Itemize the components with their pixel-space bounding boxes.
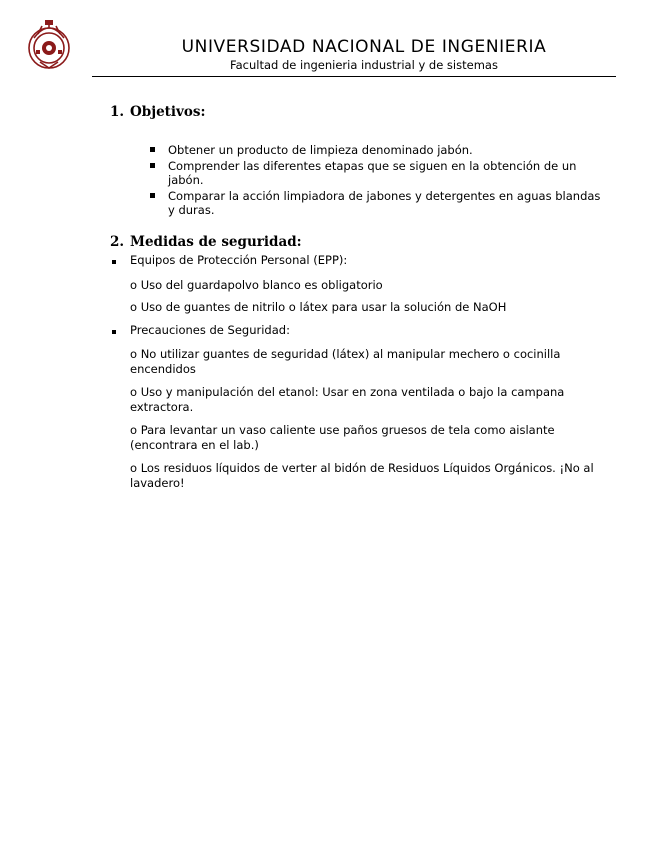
square-bullet-icon [150, 193, 155, 198]
list-item: o Para levantar un vaso caliente use paños gruesos de tela como aislante (encontrara en el lab.) [130, 423, 555, 452]
small-square-bullet-icon [112, 260, 116, 264]
epp-heading: Equipos de Protección Personal (EPP): [130, 253, 348, 267]
square-bullet-icon [150, 163, 155, 168]
list-item: Comprender las diferentes etapas que se siguen en la obtención de un jabón. [150, 159, 610, 188]
section-number: 1. [110, 104, 125, 120]
document-header [92, 36, 616, 72]
section-number: 2. [110, 234, 125, 250]
list-item: Obtener un producto de limpieza denominado jabón. [150, 143, 610, 158]
list-item: o Uso del guardapolvo blanco es obligatorio [130, 278, 383, 292]
small-square-bullet-icon [112, 330, 116, 334]
objectives-list [150, 143, 610, 219]
section-seguridad-title [110, 234, 302, 250]
faculty-name: Facultad de ingenieria industrial y de sistemas [230, 58, 498, 72]
square-bullet-icon [150, 147, 155, 152]
list-item: o No utilizar guantes de seguridad (látex) al manipular mechero o cocinilla encendidos [130, 347, 561, 376]
university-name: UNIVERSIDAD NACIONAL DE INGENIERIA [181, 37, 547, 57]
precauciones-heading: Precauciones de Seguridad: [130, 323, 290, 337]
list-item: o Uso y manipulación del etanol: Usar en zona ventilada o bajo la campana extractora. [130, 385, 565, 414]
section-objetivos-title [110, 104, 205, 120]
list-item: o Uso de guantes de nitrilo o látex para usar la solución de NaOH [130, 300, 507, 314]
section-title-text: Objetivos: [130, 104, 206, 120]
university-seal-icon [24, 16, 74, 76]
list-item: Comparar la acción limpiadora de jabones y detergentes en aguas blandas y duras. [150, 189, 610, 218]
list-item: o Los residuos líquidos de verter al bidón de Residuos Líquidos Orgánicos. ¡No al lavadero! [130, 461, 594, 490]
header-divider [92, 76, 616, 77]
section-title-text: Medidas de seguridad: [130, 234, 302, 250]
